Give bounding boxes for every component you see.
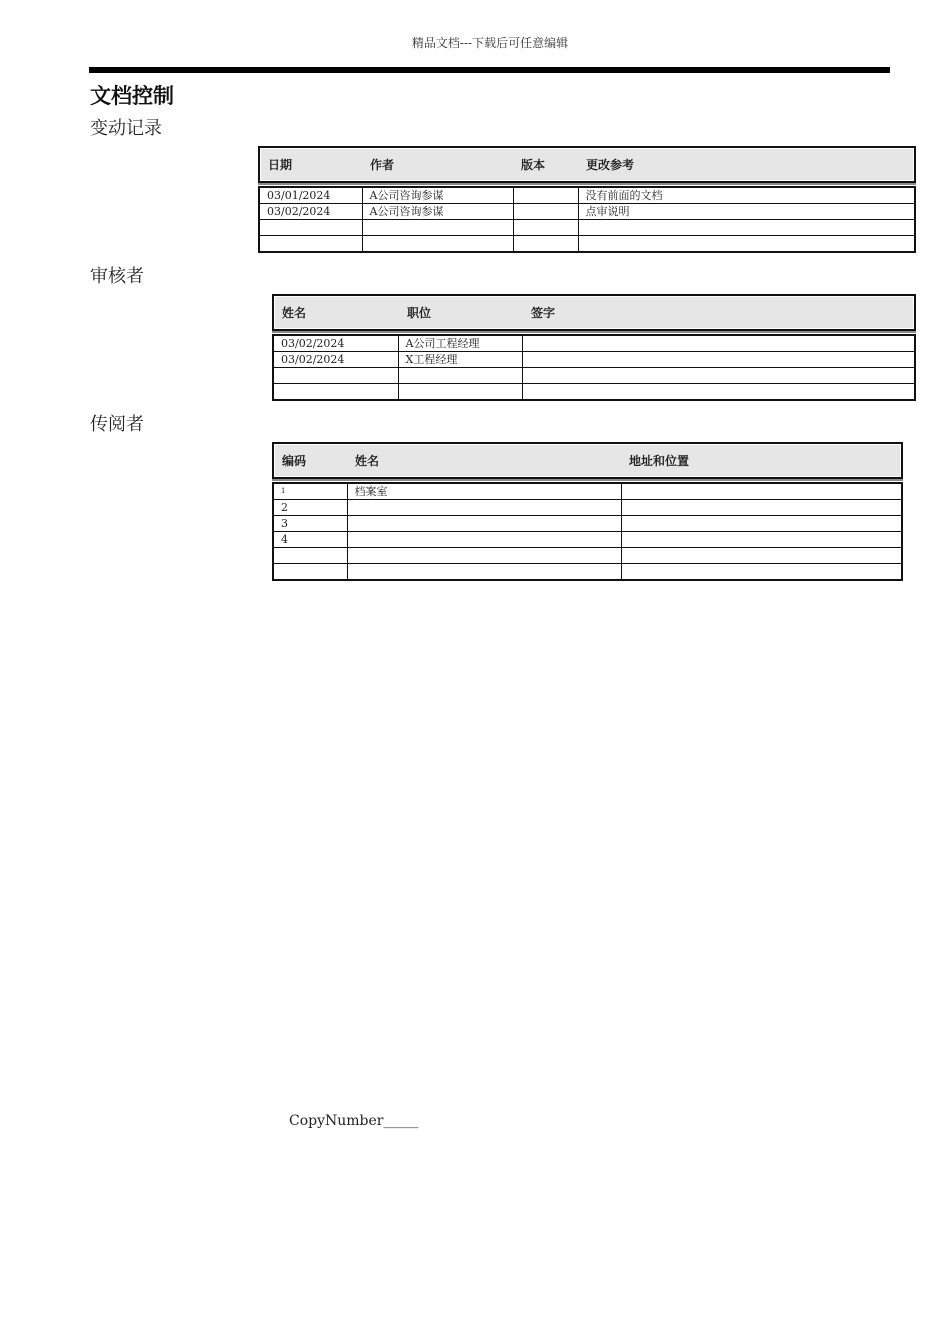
distribution-header: [272, 442, 903, 479]
table-cell: 1: [273, 483, 347, 500]
table-cell: 4: [273, 532, 347, 548]
col-code-header: 编码: [282, 454, 307, 468]
table-cell: [398, 368, 522, 384]
distribution-table: [272, 482, 903, 581]
copy-number: CopyNumber_____: [289, 1113, 419, 1129]
change-log-title: 变动记录: [90, 118, 162, 139]
table-cell: [621, 500, 902, 516]
table-cell: X工程经理: [398, 352, 522, 368]
table-cell: 3: [273, 516, 347, 532]
col-name-header: 姓名: [355, 454, 380, 468]
table-cell: [347, 516, 621, 532]
table-row: [259, 204, 915, 220]
table-cell: [273, 368, 398, 384]
table-cell: [522, 335, 915, 352]
table-cell: [513, 204, 578, 220]
reviewers-table: [272, 334, 916, 401]
col-date-header: 日期: [268, 158, 293, 172]
table-cell: A公司咨询参谋: [362, 204, 513, 220]
distribution-title: 传阅者: [90, 414, 144, 435]
table-cell: [273, 548, 347, 564]
reviewers-header: [272, 294, 916, 331]
table-cell: 点审说明: [578, 204, 915, 220]
table-row: [259, 187, 915, 204]
col-signature-header: 签字: [531, 306, 556, 320]
table-row: [259, 236, 915, 253]
col-name-header: 姓名: [282, 306, 307, 320]
change-log-header: [258, 146, 916, 183]
table-cell: 没有前面的文档: [578, 187, 915, 204]
table-cell: [347, 500, 621, 516]
table-cell: [259, 220, 362, 236]
reviewers-title: 审核者: [90, 266, 144, 287]
table-row: [273, 548, 902, 564]
col-author-header: 作者: [370, 158, 395, 172]
document-title: 文档控制: [90, 84, 174, 108]
table-cell: 03/02/2024: [273, 352, 398, 368]
table-cell: [513, 236, 578, 253]
header-watermark: 精品文档---下载后可任意编辑: [411, 36, 569, 50]
col-change-ref-header: 更改参考: [586, 158, 635, 172]
table-cell: [621, 532, 902, 548]
table-cell: A公司工程经理: [398, 335, 522, 352]
table-cell: [273, 384, 398, 401]
table-cell: [273, 564, 347, 581]
table-cell: [513, 187, 578, 204]
table-cell: 2: [273, 500, 347, 516]
col-position-header: 职位: [407, 306, 432, 320]
table-cell: 03/02/2024: [259, 204, 362, 220]
table-cell: 档案室: [347, 483, 621, 500]
table-cell: [578, 236, 915, 253]
table-row: [273, 516, 902, 532]
table-cell: 03/02/2024: [273, 335, 398, 352]
table-cell: [259, 236, 362, 253]
table-cell: [522, 384, 915, 401]
table-cell: [621, 548, 902, 564]
table-cell: [362, 236, 513, 253]
table-cell: 03/01/2024: [259, 187, 362, 204]
table-row: [273, 335, 915, 352]
table-cell: [621, 564, 902, 581]
table-row: [259, 220, 915, 236]
col-address-header: 地址和位置: [629, 454, 690, 468]
table-cell: [621, 483, 902, 500]
table-row: [273, 352, 915, 368]
table-cell: [347, 532, 621, 548]
table-row: [273, 368, 915, 384]
table-cell: [398, 384, 522, 401]
table-cell: [621, 516, 902, 532]
table-cell: [347, 564, 621, 581]
table-cell: A公司咨询参谋: [362, 187, 513, 204]
table-cell: [578, 220, 915, 236]
col-version-header: 版本: [521, 158, 546, 172]
table-cell: [513, 220, 578, 236]
table-row: [273, 500, 902, 516]
table-cell: [362, 220, 513, 236]
table-cell: [347, 548, 621, 564]
table-row: [273, 532, 902, 548]
table-cell: [522, 368, 915, 384]
table-cell: [522, 352, 915, 368]
top-rule: [89, 67, 890, 73]
change-log-table: [258, 186, 916, 253]
table-row: [273, 483, 902, 500]
table-row: [273, 564, 902, 581]
table-row: [273, 384, 915, 401]
